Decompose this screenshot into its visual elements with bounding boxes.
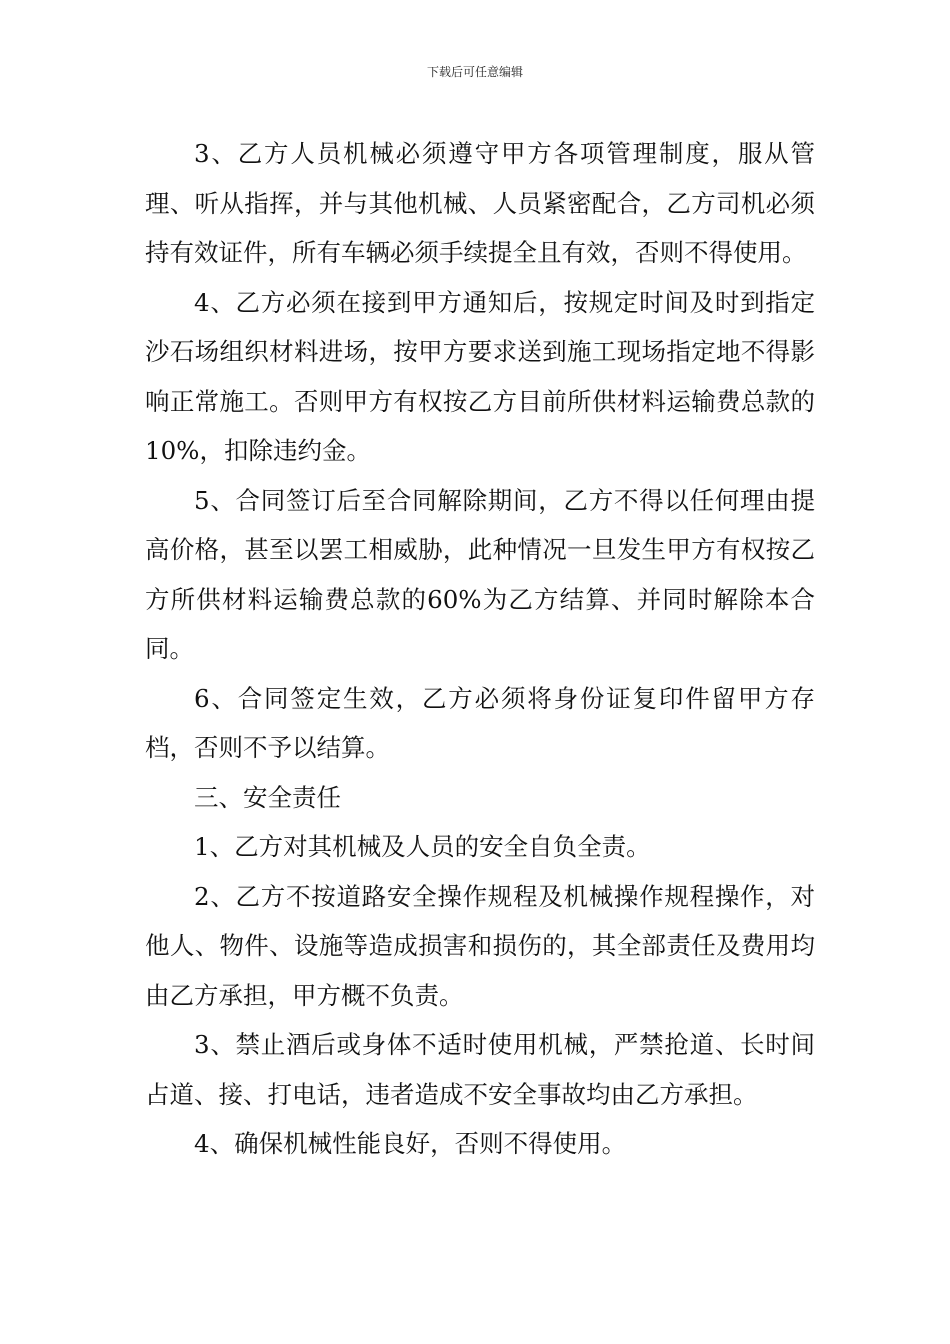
clause-paragraph: 1、乙方对其机械及人员的安全自负全责。	[194, 832, 651, 861]
clause-paragraph: 2、乙方不按道路安全操作规程及机械操作规程操作，对他人、物件、设施等造成损害和损伤的，其全部责任及费用均由乙方承担，甲方概不负责。	[145, 881, 815, 1010]
clause-paragraph: 4、确保机械性能良好，否则不得使用。	[194, 1129, 627, 1158]
clause-paragraph: 5、合同签订后至合同解除期间，乙方不得以任何理由提高价格，甚至以罢工相威胁，此种情况一旦发生甲方有权按乙方所供材料运输费总款的60%为乙方结算、并同时解除本合同。	[145, 485, 815, 663]
section-heading: 三、安全责任	[194, 782, 341, 812]
clause-paragraph: 6、合同签定生效，乙方必须将身份证复印件留甲方存档，否则不予以结算。	[145, 683, 815, 762]
clause-paragraph: 4、乙方必须在接到甲方通知后，按规定时间及时到指定沙石场组织材料进场，按甲方要求送到施工现场指定地不得影响正常施工。否则甲方有权按乙方目前所供材料运输费总款的10%，扣除违约金。	[145, 287, 815, 465]
page-header: 下载后可任意编辑	[426, 65, 523, 79]
clause-paragraph: 3、禁止酒后或身体不适时使用机械，严禁抢道、长时间占道、接、打电话，违者造成不安全事故均由乙方承担。	[145, 1030, 815, 1109]
document-body	[145, 129, 815, 1169]
clause-paragraph: 3、乙方人员机械必须遵守甲方各项管理制度，服从管理、听从指挥，并与其他机械、人员紧密配合，乙方司机必须持有效证件，所有车辆必须手续提全且有效，否则不得使用。	[145, 139, 815, 267]
